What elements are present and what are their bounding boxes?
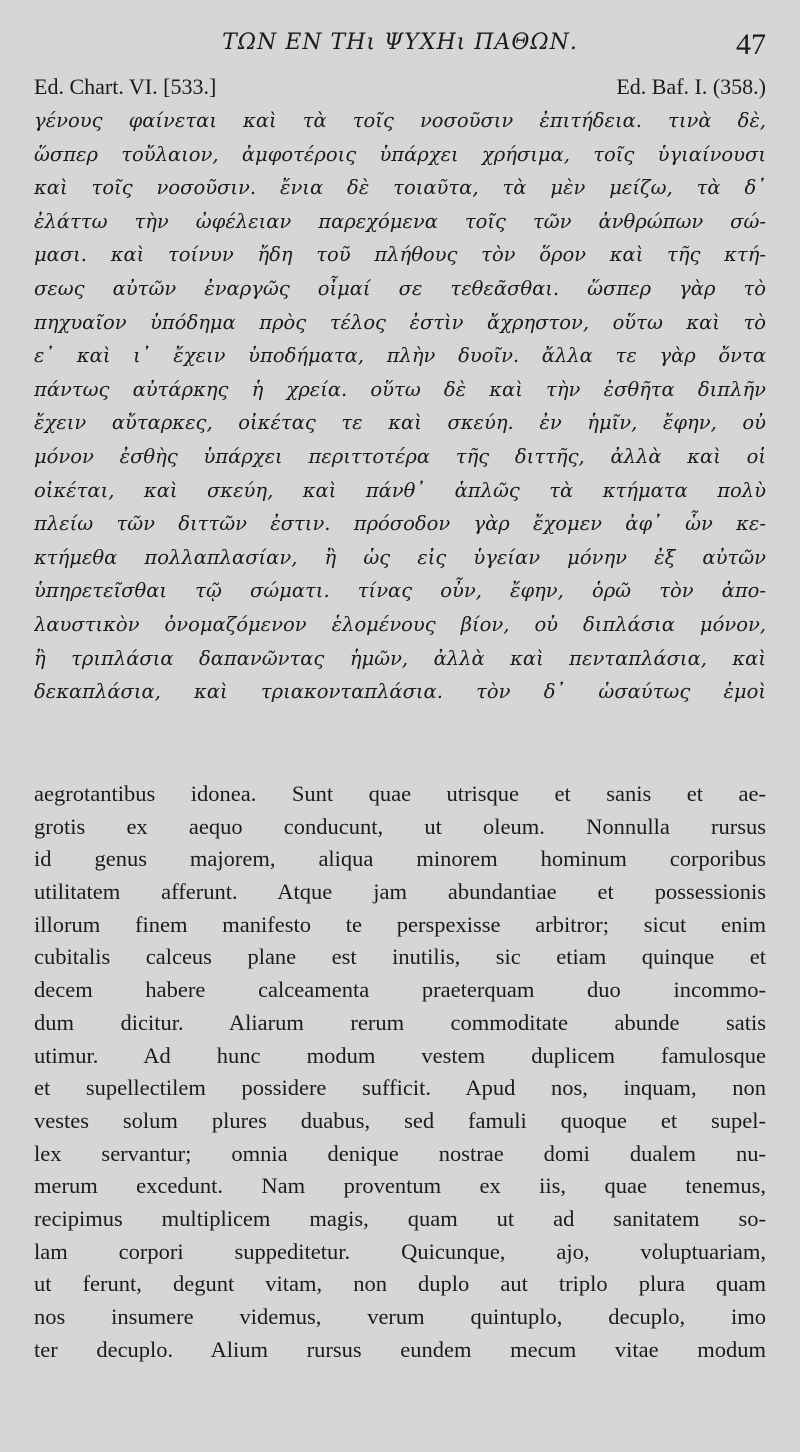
latin-line: aegrotantibus idonea. Sunt quae utrisque et sanis et ae- (34, 781, 766, 806)
latin-line: id genus majorem, aliqua minorem hominum corporibus (34, 846, 766, 872)
latin-line: lex servantur; omnia denique nostrae domi dualem nu- (34, 1140, 766, 1166)
greek-line: καὶ τοῖς νοσοῦσιν. ἔνια δὲ τοιαῦτα, τὰ μὲν μείζω, τὰ δ᾽ (34, 176, 766, 200)
latin-line: dum dicitur. Aliarum rerum commoditate abunde satis (34, 1009, 766, 1035)
latin-line: nos insumere videmus, verum quintuplo, decuplo, imo (34, 1304, 766, 1329)
running-title: ΤΩΝ ΕΝ ΤΗι ΨΥΧΗι ΠΑΘΩΝ. (222, 30, 578, 55)
latin-line: illorum finem manifesto te perspexisse arbitror; sicut enim (34, 911, 766, 937)
latin-line: et supellectilem possidere sufficit. Apud nos, inquam, non (34, 1075, 766, 1101)
latin-line: vestes solum plures duabus, sed famuli quoque et supel- (34, 1107, 766, 1133)
greek-line: πάντως αὐτάρκης ἡ χρεία. οὕτω δὲ καὶ τὴν ἐσθῆτα διπλῆν (34, 377, 766, 401)
edition-reference-line (34, 74, 766, 100)
greek-line: μασι. καὶ τοίνυν ἤδη τοῦ πλήθους τὸν ὅρον καὶ τῆς κτή- (34, 243, 766, 267)
greek-line: σεως αὐτῶν ἐναργῶς οἶμαί σε τεθεᾶσθαι. ὥσπερ γὰρ τὸ (34, 276, 766, 300)
latin-text-block (34, 778, 766, 1366)
edition-chartier-ref: Ed. Chart. VI. [533.] (34, 74, 217, 99)
page-number: 47 (736, 28, 766, 61)
latin-line: ut ferunt, degunt vitam, non duplo aut triplo plura quam (34, 1271, 766, 1297)
greek-line: κτήμεθα πολλαπλασίαν, ἢ ὡς εἰς ὑγείαν μόνην ἐξ αὐτῶν (34, 545, 766, 569)
greek-line: ἐλάττω τὴν ὠφέλειαν παρεχόμενα τοῖς τῶν ἀνθρώπων σώ- (34, 209, 766, 233)
latin-line: utimur. Ad hunc modum vestem duplicem famulosque (34, 1042, 766, 1068)
greek-line: ἔχειν αὔταρκες, οἰκέτας τε καὶ σκεύη. ἐν ἡμῖν, ἔφην, οὐ (34, 411, 766, 435)
latin-line: grotis ex aequo conducunt, ut oleum. Nonnulla rursus (34, 813, 766, 839)
greek-line: ε᾽ καὶ ι᾽ ἔχειν ὑποδήματα, πλὴν δυοῖν. ἄλλα τε γὰρ ὄντα (34, 344, 766, 368)
greek-line: ἢ τριπλάσια δαπανῶντας ἡμῶν, ἀλλὰ καὶ πενταπλάσια, καὶ (34, 646, 766, 670)
latin-line: lam corpori suppeditetur. Quicunque, ajo, voluptuariam, (34, 1238, 766, 1264)
greek-line: γένους φαίνεται καὶ τὰ τοῖς νοσοῦσιν ἐπιτήδεια. τινὰ δὲ, (34, 109, 766, 132)
greek-line: πηχυαῖον ὑπόδημα πρὸς τέλος ἐστὶν ἄχρηστον, οὕτω καὶ τὸ (34, 310, 766, 334)
greek-line: πλείω τῶν διττῶν ἐστιν. πρόσοδον γὰρ ἔχομεν ἀφ᾽ ὧν κε- (34, 512, 766, 536)
latin-line: utilitatem afferunt. Atque jam abundantiae et possessionis (34, 879, 766, 905)
latin-line: cubitalis calceus plane est inutilis, sic etiam quinque et (34, 944, 766, 970)
latin-line: recipimus multiplicem magis, quam ut ad sanitatem so- (34, 1205, 766, 1231)
latin-line: ter decuplo. Alium rursus eundem mecum vitae modum (34, 1336, 766, 1362)
greek-line: οἰκέται, καὶ σκεύη, καὶ πάνθ᾽ ἁπλῶς τὰ κτήματα πολὺ (34, 478, 766, 502)
edition-basel-ref: Ed. Baf. I. (358.) (616, 74, 766, 99)
latin-line: decem habere calceamenta praeterquam duo incommo- (34, 977, 766, 1003)
greek-text-block (34, 104, 766, 709)
greek-line: ὑπηρετεῖσθαι τῷ σώματι. τίνας οὖν, ἔφην, ὁρῶ τὸν ἀπο- (34, 579, 766, 603)
greek-line: λαυστικὸν ὀνομαζόμενον ἑλομένους βίον, οὐ διπλάσια μόνον, (34, 612, 766, 636)
latin-line: merum excedunt. Nam proventum ex iis, quae tenemus, (34, 1173, 766, 1199)
greek-line: δεκαπλάσια, καὶ τριακονταπλάσια. τὸν δ᾽ ὡσαύτως ἐμοὶ (34, 680, 766, 704)
greek-line: μόνον ἐσθὴς ὑπάρχει περιττοτέρα τῆς διττῆς, ἀλλὰ καὶ οἱ (34, 444, 766, 468)
greek-line: ὥσπερ τοὔλαιον, ἀμφοτέροις ὑπάρχει χρήσιμα, τοῖς ὑγιαίνουσι (34, 142, 766, 166)
